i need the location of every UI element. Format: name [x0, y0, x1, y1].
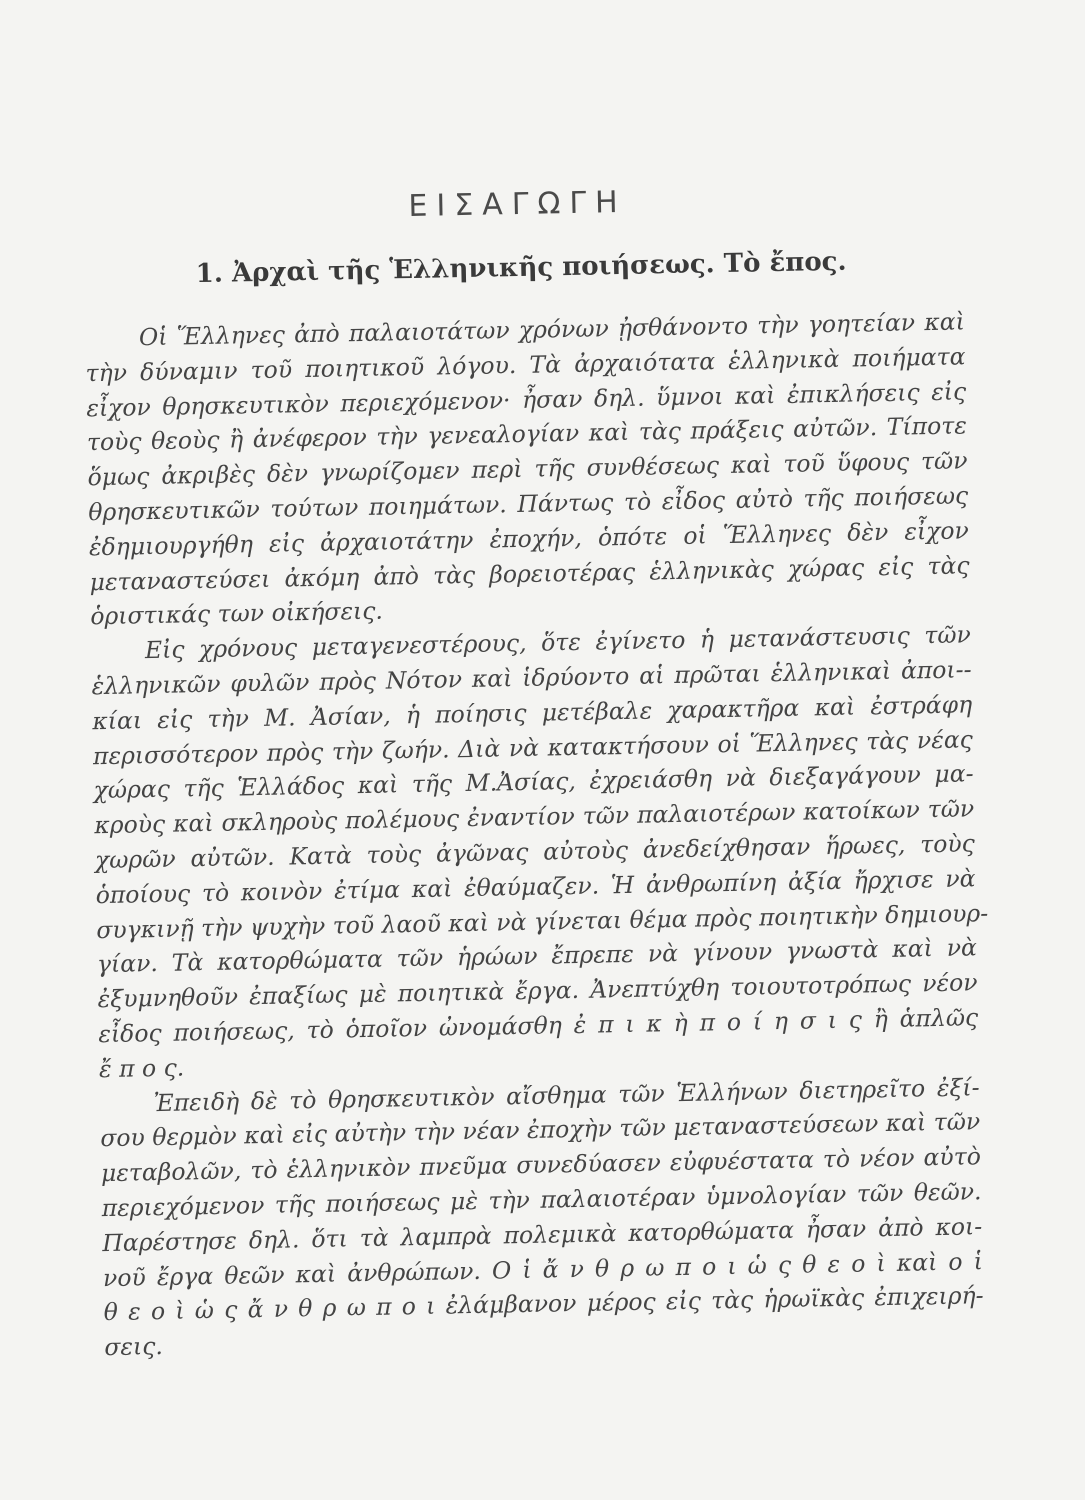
text-line: χωρῶν αὐτῶν. Κατὰ τοὺς ἀγῶνας αὐτοὺς ἀνεδείχθησαν ἥρωες, τοὺς	[94, 829, 976, 875]
text-line: γίαν. Τὰ κατορθώματα τῶν ἡρώων ἔπρεπε νὰ γίνουν γνωστὰ καὶ νὰ	[96, 933, 978, 979]
text-line: εἶδος ποιήσεως, τὸ ὁποῖον ὠνομάσθη ἐ π ι κ ὴ π ο ί η σ ι ς ἢ ἁπλῶς	[98, 1003, 979, 1049]
text-line: εἶχον θρησκευτικὸν περιεχόμενον· ἦσαν δηλ. ὕμνοι καὶ ἐπικλήσεις εἰς	[86, 376, 967, 422]
text-line: μεταναστεύσει ἀκόμη ἀπὸ τὰς βορειοτέρας ἑλληνικὰς χώρας εἰς τὰς	[89, 550, 970, 596]
text-line: Ἐπειδὴ δὲ τὸ θρησκευτικὸν αἴσθημα τῶν Ἑλλήνων διετηρεῖτο ἐξί-	[153, 1072, 980, 1117]
text-line: κροὺς καὶ σκληροὺς πολέμους ἐναντίον τῶν παλαιοτέρων κατοίκων τῶν	[94, 794, 975, 840]
text-line: περιεχόμενον τῆς ποιήσεως μὲ τὴν παλαιοτέραν ὑμνολογίαν τῶν θεῶν.	[101, 1177, 982, 1223]
text-line: ἐδημιουργήθη εἰς ἀρχαιοτάτην ἐποχήν, ὁπότε οἱ Ἕλληνες δὲν εἶχον	[88, 516, 970, 562]
text-line: ἔ π ο ς.	[98, 1053, 185, 1083]
text-line: Παρέστησε δηλ. ὅτι τὰ λαμπρὰ πολεμικὰ κατορθώματα ἦσαν ἀπὸ κοι-	[102, 1211, 983, 1257]
text-line: περισσότερον πρὸς τὴν ζωήν. Διὰ νὰ κατακτήσουν οἱ Ἕλληνες τὰς νέας	[92, 724, 974, 770]
text-line: χώρας τῆς Ἑλλάδος καὶ τῆς Μ.Ἀσίας, ἐχρειάσθη νὰ διεξαγάγουν μα-	[93, 759, 974, 805]
text-line: κίαι εἰς τὴν Μ. Ἀσίαν, ἡ ποίησις μετέβαλε χαρακτῆρα καὶ ἐστράφη	[92, 690, 973, 735]
text-line: ἐξυμνηθοῦν ἐπαξίως μὲ ποιητικὰ ἔργα. Ἀνεπτύχθη τοιουτοτρόπως νέον	[97, 968, 978, 1014]
text-line: σου θερμὸν καὶ εἰς αὐτὴν τὴν νέαν ἐποχὴν τῶν μεταναστεύσεων καὶ τῶν	[100, 1107, 981, 1153]
text-line: νοῦ ἔργα θεῶν καὶ ἀνθρώπων. Ο ἱ ἄ ν θ ρ ω π ο ι ὡ ς θ ε ο ὶ καὶ ο ἱ	[102, 1246, 984, 1292]
text-line: θ ε ο ὶ ὡ ς ἄ ν θ ρ ω π ο ι ἐλάμβανον μέρος εἰς τὰς ἡρωϊκὰς ἐπιχειρή-	[103, 1281, 984, 1327]
text-line: μεταβολῶν, τὸ ἑλληνικὸν πνεῦμα συνεδύασεν εὐφυέστατα τὸ νέον αὐτὸ	[100, 1142, 982, 1188]
text-line: τὴν δύναμιν τοῦ ποιητικοῦ λόγου. Τὰ ἀρχαιότατα ἑλληνικὰ ποιήματα	[85, 342, 966, 388]
body-text	[85, 304, 989, 1365]
text-line: τοὺς θεοὺς ἢ ἀνέφερον τὴν γενεαλογίαν καὶ τὰς πράξεις αὐτῶν. Τίποτε	[86, 411, 968, 457]
text-line: Οἱ Ἕλληνες ἀπὸ παλαιοτάτων χρόνων ᾐσθάνοντο τὴν γοητείαν καὶ	[138, 307, 966, 352]
text-line: σεις.	[104, 1332, 164, 1362]
text-line: συγκινῇ τὴν ψυχὴν τοῦ λαοῦ καὶ νὰ γίνεται θέμα πρὸς ποιητικὴν δημιουρ-	[96, 898, 989, 944]
page-title: ΕΙΣΑΓΩΓΗ	[408, 184, 627, 225]
page-content	[79, 0, 989, 1362]
text-line: ὁποίους τὸ κοινὸν ἐτίμα καὶ ἐθαύμαζεν. Ἡ ἀνθρωπίνη ἀξία ἤρχισε νὰ	[95, 864, 976, 909]
text-line: ἑλληνικῶν φυλῶν πρὸς Νότον καὶ ἱδρύοντο αἱ πρῶται ἑλληνικαὶ ἀποι--	[91, 655, 972, 701]
text-line: Εἰς χρόνους μεταγενεστέρους, ὅτε ἐγίνετο ἡ μετανάστευσις τῶν	[144, 620, 972, 665]
text-line: ὁριστικάς των οἰκήσεις.	[90, 596, 384, 631]
text-line: θρησκευτικῶν τούτων ποιημάτων. Πάντως τὸ εἶδος αὐτὸ τῆς ποιήσεως	[88, 481, 969, 527]
text-line: ὅμως ἀκριβὲς δὲν γνωρίζομεν περὶ τῆς συνθέσεως καὶ τοῦ ὕφους τῶν	[87, 446, 968, 492]
section-heading: 1. Ἀρχαὶ τῆς Ἑλληνικῆς ποιήσεως. Τὸ ἔπος.	[195, 246, 847, 290]
